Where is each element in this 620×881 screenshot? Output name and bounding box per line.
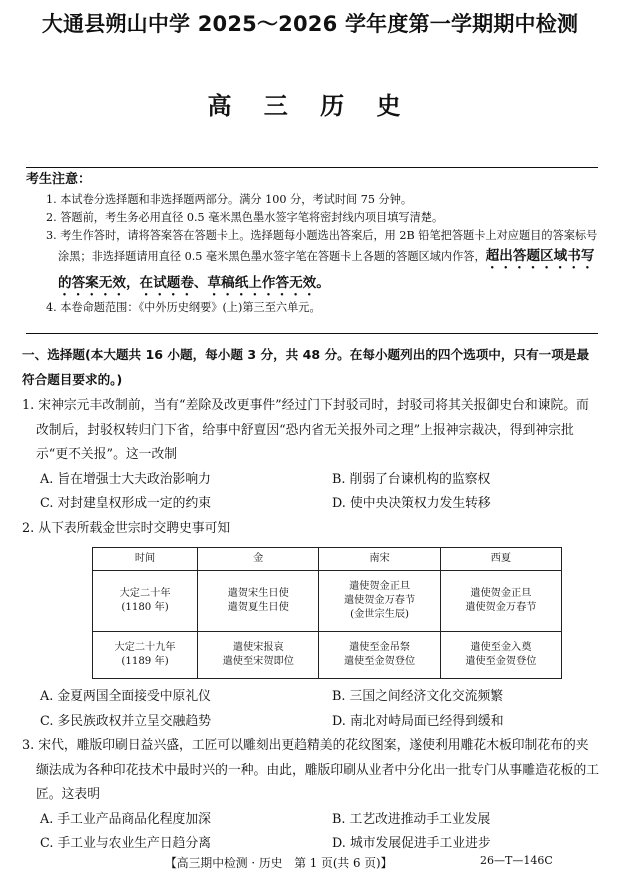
q1-option-b[interactable]: B. 削弱了台谏机构的监察权 (332, 471, 491, 487)
cell-line: 遣使至金贺登位 (465, 656, 537, 667)
question-2-options (22, 685, 600, 734)
cell-line: 遣使贺金万春节 (343, 595, 416, 606)
question-1 (22, 394, 600, 517)
cell-line: 遣使至金吊祭 (348, 642, 411, 653)
q1-option-d[interactable]: D. 使中央决策权力发生转移 (332, 496, 491, 511)
question-2-stem: 2. 从下表所载金世宗时交聘史事可知 (22, 520, 231, 536)
footer-page-label: 【高三期中检测 · 历史 第 1 页(共 6 页)】 (165, 856, 393, 870)
question-1-stem: 1. 宋神宗元丰改制前，当有“差除及改更事件”经过门下封驳司时，封驳司将其关报御史台和谏院。而改制后，封驳权转归门下省，给事中舒亶因“恐内省无关报外司之理”上报神宗裁决，得到神宗批示“更不关报”。这一改制 (22, 398, 589, 462)
table-header-jin: 金 (198, 548, 319, 571)
table-cell-time (93, 632, 198, 679)
q1-option-c[interactable]: C. 对封建皇权形成一定的约束 (40, 496, 212, 511)
table-cell-song (319, 632, 440, 679)
table-cell-time (93, 571, 198, 632)
question-3-stem: 3. 宋代，雕版印刷日益兴盛，工匠可以雕刻出更趋精美的花纹图案，遂使利用雕花木板印制花布的夹缬法成为各种印花技术中最时兴的一种。由此，雕版印刷从业者中分化出一批专门从事雕造花板的工匠。这表明 (22, 738, 600, 802)
table-row (93, 632, 562, 679)
table-header-song: 南宋 (319, 548, 440, 571)
q2-option-d[interactable]: D. 南北对峙局面已经得到缓和 (332, 713, 504, 729)
cell-line: 遣使至金贺登位 (343, 656, 416, 667)
question-3-options (22, 808, 600, 857)
q3-option-c[interactable]: C. 手工业与农业生产日趋分离 (40, 836, 212, 851)
table-cell-song (319, 571, 440, 632)
footer-code: 26—T—146C (480, 854, 553, 867)
table-cell-jin (198, 571, 319, 632)
table-header-time: 时间 (93, 548, 198, 571)
table-header-row (93, 548, 562, 571)
q3-option-d[interactable]: D. 城市发展促进手工业进步 (332, 836, 491, 851)
notice-item-3 (26, 227, 600, 299)
table-row (93, 571, 562, 632)
cell-line: 遣贺宋生日使 (227, 588, 289, 599)
notice-item-1: 1. 本试卷分选择题和非选择题两部分。满分 100 分，考试时间 75 分钟。 (46, 193, 413, 206)
cell-line: (金世宗生辰) (350, 609, 409, 620)
subject-title: 高 三 历 史 (207, 92, 413, 120)
table-cell-jin (198, 632, 319, 679)
notice-item-3-emphasis: 超出答题区域书写的答案无效，在试题卷、草稿纸上作答无效。 (58, 248, 595, 291)
embassy-table (92, 547, 562, 679)
cell-line: 遣使至宋贺即位 (222, 656, 294, 667)
q3-option-b[interactable]: B. 工艺改进推动手工业发展 (332, 811, 491, 827)
notice-block (26, 171, 600, 317)
q2-option-a[interactable]: A. 金夏两国全面接受中原礼仪 (40, 689, 211, 704)
cell-line: 大定二十年 (119, 588, 171, 599)
exam-title: 大通县朔山中学 2025～2026 学年度第一学期期中检测 (41, 12, 579, 36)
cell-line: (1189 年) (121, 656, 169, 667)
q2-option-c[interactable]: C. 多民族政权并立呈交融趋势 (40, 713, 212, 729)
table-cell-xia (440, 632, 561, 679)
notice-heading: 考生注意： (26, 172, 92, 187)
cell-line: 遣使贺金正旦 (348, 581, 411, 592)
section-heading-text: 一、选择题(本大题共 16 小题，每小题 3 分，共 48 分。在每小题列出的四个选项中，只有一项是最符合题目要求的。) (22, 347, 590, 387)
q2-option-b[interactable]: B. 三国之间经济文化交流频繁 (332, 689, 504, 704)
cell-line: 大定二十九年 (114, 642, 176, 653)
q1-option-a[interactable]: A. 旨在增强士大夫政治影响力 (40, 471, 211, 487)
section-heading (22, 343, 600, 392)
table-cell-xia (440, 571, 561, 632)
cell-line: 遣贺夏生日使 (227, 602, 289, 613)
top-rule (26, 167, 598, 168)
notice-item-2: 2. 答题前，考生务必用直径 0.5 毫米黑色墨水签字笔将密封线内项目填写清楚。 (46, 211, 444, 224)
cell-line: 遣使贺金万春节 (465, 602, 537, 613)
notice-item-4: 4. 本卷命题范围：《中外历史纲要》(上)第三至六单元。 (46, 301, 321, 314)
questions-area (22, 343, 600, 857)
cell-line: 遣使贺金正旦 (470, 588, 532, 599)
q3-option-a[interactable]: A. 手工业产品商品化程度加深 (40, 811, 211, 827)
cell-line: 遣使至金入奠 (470, 642, 532, 653)
notice-bottom-rule (26, 333, 598, 334)
question-2 (22, 517, 600, 735)
table-header-xia: 西夏 (440, 548, 561, 571)
question-3 (22, 734, 600, 857)
question-1-options (22, 468, 600, 517)
notice-item-3-text: 3. 考生作答时，请将答案答在答题卡上。选择题每小题选出答案后，用 2B 铅笔把答题卡上对应题目的答案标号涂黑；非选择题请用直径 0.5 毫米黑色墨水签字笔在答题卡上各题的答题区域内作答， (46, 229, 598, 263)
cell-line: (1180 年) (121, 602, 169, 613)
cell-line: 遣使宋报哀 (232, 642, 284, 653)
